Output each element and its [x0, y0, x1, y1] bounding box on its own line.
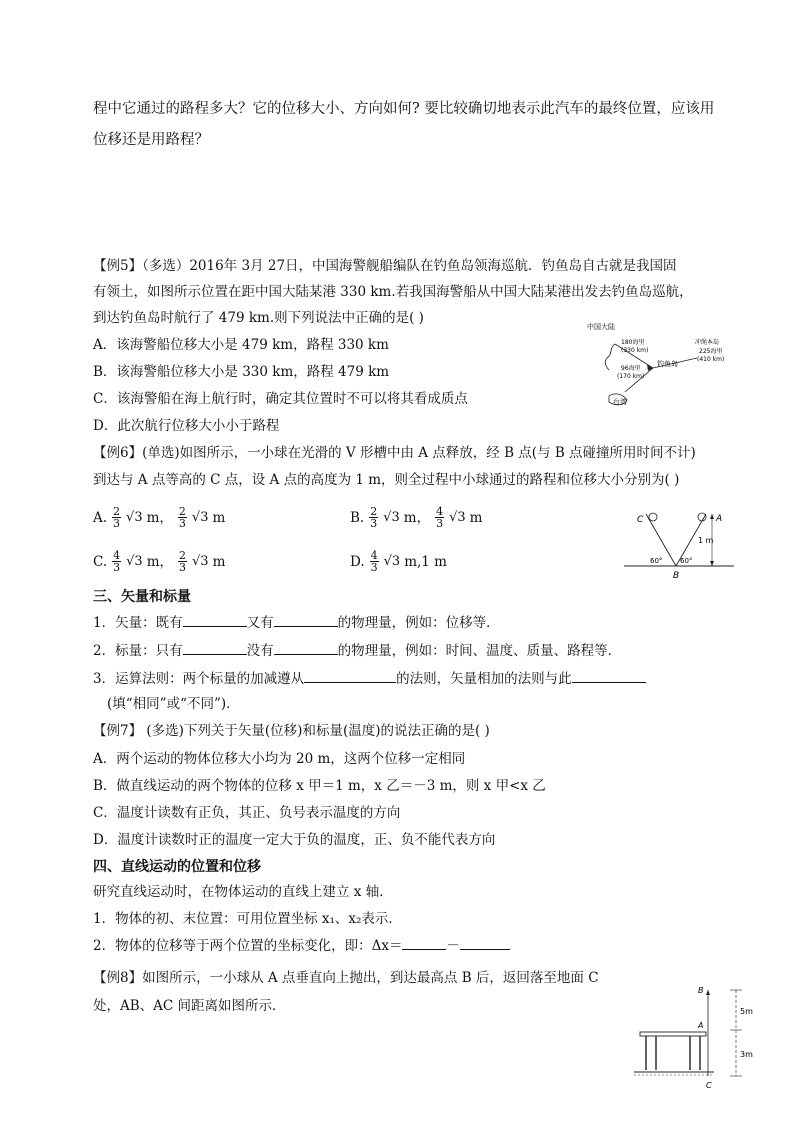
ex7-option-b: B．做直线运动的两个物体的位移 x 甲＝1 m，x 乙＝－3 m，则 x 甲<x 乙	[93, 778, 546, 794]
ex6-option-b: B. $\frac{2}{3}$ √3 m， $\frac{4}{3}$ √3 m	[350, 505, 483, 530]
blank-initial-position[interactable]	[460, 935, 510, 950]
sec3-item-3-hint: (填“相同”或“不同”)．	[107, 696, 240, 712]
ex7-option-c: C．温度计读数有正负，其正、负号表示温度的方向	[93, 805, 401, 821]
map-label-225nm: 225海里	[699, 348, 723, 355]
ex5-stem-line-2: 有领土，如图所示位置在距中国大陆某港 330 km.若我国海警船从中国大陆某港出发去钓鱼岛巡航，	[93, 284, 693, 300]
groove-height-label: 1 m	[698, 536, 714, 545]
v-groove-figure	[620, 500, 740, 582]
blank-rule-1[interactable]	[304, 668, 396, 683]
blank-final-position[interactable]	[402, 935, 446, 950]
ex5-option-d: D．此次航行位移大小小于路程	[93, 418, 280, 434]
ex6-option-a: A. $\frac{2}{3}$ √3 m， $\frac{2}{3}$ √3 m	[93, 505, 226, 530]
groove-label-b: B	[673, 571, 680, 581]
intro-line-1: 程中它通过的路程多大？它的位移大小、方向如何? 要比较确切地表示此汽车的最终位置，应该用	[93, 101, 715, 117]
map-label-330km: (330 km)	[621, 347, 649, 354]
blank-scalar-1[interactable]	[183, 640, 247, 655]
diaoyu-map-figure	[585, 318, 735, 410]
ex7-option-d: D．温度计读数时正的温度一定大于负的温度，正、负不能代表方向	[93, 832, 496, 848]
throw-distance-3m: 3m	[740, 1050, 753, 1059]
blank-scalar-2[interactable]	[274, 640, 338, 655]
sec4-item-1: 1．物体的初、末位置：可用位置坐标 x₁、x₂表示．	[93, 911, 402, 927]
groove-label-a: A	[716, 514, 723, 524]
ex5-option-a: A．该海警船位移大小是 479 km，路程 330 km	[93, 337, 389, 353]
throw-distance-5m: 5m	[740, 1007, 753, 1016]
ex5-option-b: B．该海警船位移大小是 330 km，路程 479 km	[93, 364, 390, 380]
throw-label-a: A	[698, 1021, 704, 1030]
intro-line-2: 位移还是用路程？	[93, 132, 209, 148]
vertical-throw-figure	[630, 978, 760, 1090]
sec3-item-1: 1．矢量：既有 又有 的物理量，例如：位移等．	[93, 612, 500, 633]
sec4-item-2: 2．物体的位移等于两个位置的坐标变化，即：Δx＝ －	[93, 935, 510, 956]
ex6-option-d: D. $\frac{4}{3}$ √3 m,1 m	[350, 549, 447, 574]
blank-rule-2[interactable]	[572, 668, 646, 683]
map-label-taiwan: 台湾	[613, 398, 627, 406]
ex8-stem-line-2: 处，AB、AC 间距离如图所示．	[93, 998, 286, 1014]
ex6-stem-line-2: 到达与 A 点等高的 C 点，设 A 点的高度为 1 m，则全过程中小球通过的路程和位移大小分别为( )	[93, 472, 680, 488]
map-label-410km: (410 km)	[697, 356, 725, 363]
map-label-okinawa: 冲绳本岛	[695, 339, 720, 346]
blank-vector-1[interactable]	[183, 612, 247, 627]
section-4-title: 四、直线运动的位置和位移	[93, 859, 261, 875]
sec3-item-2: 2．标量：只有 没有 的物理量，例如：时间、温度、质量、路程等．	[93, 640, 621, 661]
ex5-stem-line-3: 到达钓鱼岛时航行了 479 km.则下列说法中正确的是( )	[93, 310, 424, 326]
ex6-stem-line-1: 【例6】(单选)如图所示，一小球在光滑的 V 形槽中由 A 点释放，经 B 点(与 B 点碰撞所用时间不计)	[93, 445, 696, 461]
section-3-title: 三、矢量和标量	[93, 589, 191, 605]
throw-label-b: B	[698, 986, 704, 995]
ex5-stem-line-1: 【例5】（多选）2016年 3月 27日，中国海警舰船编队在钓鱼岛领海巡航．钓鱼岛自古就是我国固	[93, 258, 677, 274]
map-label-diaoyu: 钓鱼岛	[657, 360, 678, 368]
map-label-170km: (170 km)	[617, 373, 645, 380]
map-label-mainland: 中国大陆	[587, 323, 615, 331]
groove-angle-right: 60°	[680, 557, 693, 565]
ex6-option-c: C. $\frac{4}{3}$ √3 m， $\frac{2}{3}$ √3 m	[93, 549, 226, 574]
ex7-option-a: A．两个运动的物体位移大小均为 20 m，这两个位移一定相同	[93, 751, 466, 767]
sec3-item-3: 3．运算法则：两个标量的加减遵从 的法则，矢量相加的法则与此	[93, 668, 646, 689]
ex7-stem: 【例7】 (多选)下列关于矢量(位移)和标量(温度)的说法正确的是( )	[93, 723, 490, 739]
map-label-180nm: 180海里	[621, 339, 645, 346]
groove-angle-left: 60°	[650, 557, 663, 565]
map-label-96nm: 96海里	[621, 365, 641, 372]
ex8-stem-line-1: 【例8】如图所示，一小球从 A 点垂直向上抛出，到达最高点 B 后，返回落至地面 C	[93, 970, 599, 986]
ex5-option-c: C．该海警船在海上航行时，确定其位置时不可以将其看成质点	[93, 391, 468, 407]
groove-label-c: C	[637, 515, 644, 525]
throw-label-c: C	[706, 1081, 712, 1090]
blank-vector-2[interactable]	[274, 612, 338, 627]
sec4-intro: 研究直线运动时，在物体运动的直线上建立 x 轴．	[93, 884, 393, 900]
